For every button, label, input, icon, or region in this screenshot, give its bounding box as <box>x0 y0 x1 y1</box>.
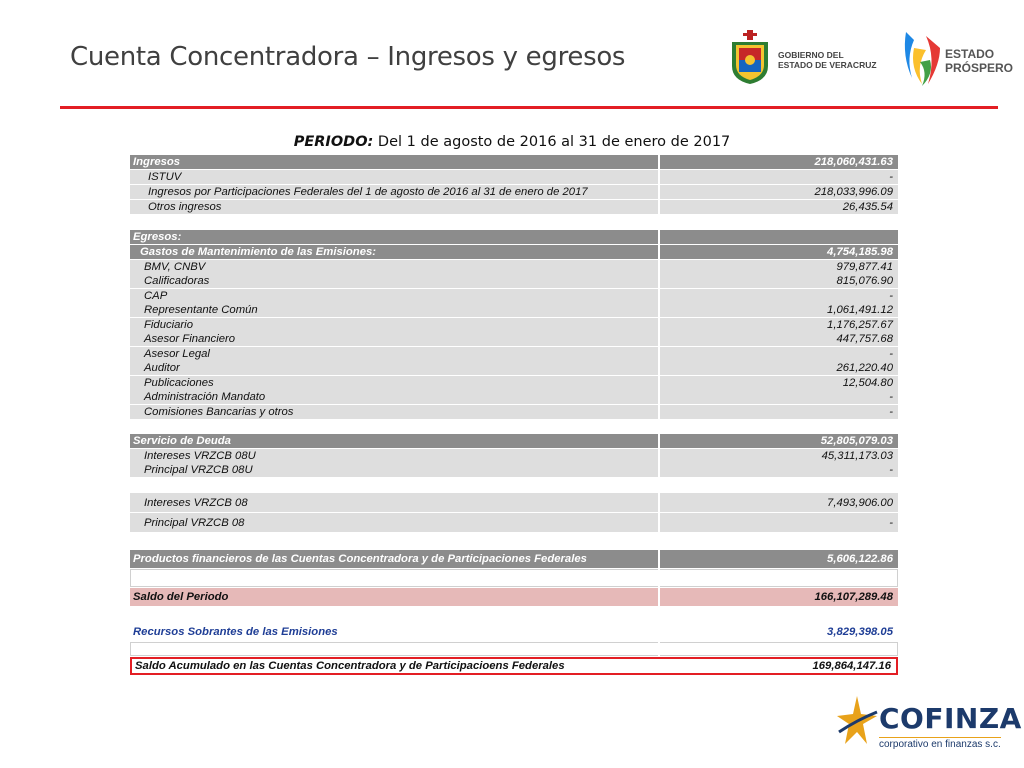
row-label: Principal VRZCB 08 <box>130 513 658 532</box>
row-value: 7,493,906.00 <box>660 493 898 512</box>
row-label: Ingresos por Participaciones Federales del 1 de agosto de 2016 al 31 de enero de 2017 <box>130 185 658 199</box>
row-value: 3,829,398.05 <box>827 626 893 638</box>
row-value: 447,757.68 <box>660 332 898 346</box>
cofinza-logo <box>835 688 1022 758</box>
table-row <box>130 463 898 477</box>
row-label: Asesor Legal <box>130 347 658 361</box>
row-value: 815,076.90 <box>660 274 898 288</box>
row-value: - <box>660 289 898 303</box>
table-row-saldo-acumulado <box>130 657 898 675</box>
row-label: Comisiones Bancarias y otros <box>130 405 658 419</box>
cofinza-name: COFINZA <box>879 702 1022 735</box>
row-value: - <box>660 347 898 361</box>
row-label: Asesor Financiero <box>130 332 658 346</box>
row-value: 218,060,431.63 <box>660 155 898 169</box>
row-value: 4,754,185.98 <box>660 245 898 259</box>
blank-row <box>130 569 898 587</box>
row-value: - <box>660 390 898 404</box>
periodo-label: PERIODO: <box>293 134 374 150</box>
row-value: - <box>660 463 898 477</box>
row-label: Recursos Sobrantes de las Emisiones <box>133 626 338 638</box>
row-label: Saldo del Periodo <box>130 588 658 606</box>
estado-line2: PRÓSPERO <box>945 61 1014 75</box>
table-row <box>130 289 898 303</box>
row-value: 12,504.80 <box>660 376 898 390</box>
row-value: 45,311,173.03 <box>660 449 898 463</box>
table-row-servicio-deuda <box>130 434 898 448</box>
row-label: Intereses VRZCB 08 <box>130 493 658 512</box>
row-value: - <box>660 170 898 184</box>
gobierno-line1: GOBIERNO DEL <box>778 50 844 60</box>
table-row <box>130 185 898 199</box>
row-label: Productos financieros de las Cuentas Concentradora y de Participaciones Federales <box>130 550 658 568</box>
table-row <box>130 513 898 532</box>
periodo-text: Del 1 de agosto de 2016 al 31 de enero de 2017 <box>373 134 731 150</box>
row-value: 52,805,079.03 <box>660 434 898 448</box>
table-row-productos-financieros <box>130 550 898 568</box>
table-row <box>130 318 898 332</box>
blank-row <box>130 642 898 656</box>
row-label: Saldo Acumulado en las Cuentas Concentradora y de Participacioens Federales <box>135 660 565 672</box>
row-label: Administración Mandato <box>130 390 658 404</box>
table-row-ingresos <box>130 155 898 169</box>
table-row <box>130 303 898 317</box>
table-row <box>130 332 898 346</box>
table-row <box>130 274 898 288</box>
row-value: 26,435.54 <box>660 200 898 214</box>
table-row-egresos <box>130 230 898 244</box>
row-value: 1,176,257.67 <box>660 318 898 332</box>
table-row-gastos <box>130 245 898 259</box>
table-row <box>130 260 898 274</box>
row-value: 261,220.40 <box>660 361 898 375</box>
row-label: Calificadoras <box>130 274 658 288</box>
table-row <box>130 170 898 184</box>
table-row <box>130 361 898 375</box>
star-swoosh-icon <box>835 692 879 752</box>
row-value: 169,864,147.16 <box>812 660 891 672</box>
row-label: Auditor <box>130 361 658 375</box>
row-label: CAP <box>130 289 658 303</box>
row-label: Fiduciario <box>130 318 658 332</box>
row-value <box>660 230 898 244</box>
blank-row <box>130 607 898 623</box>
row-label: Otros ingresos <box>130 200 658 214</box>
table-row-recursos-sobrantes <box>130 623 898 641</box>
row-label: Principal VRZCB 08U <box>130 463 658 477</box>
row-label: Servicio de Deuda <box>130 434 658 448</box>
table-row <box>130 200 898 214</box>
flame-icon <box>900 28 942 88</box>
row-label: Publicaciones <box>130 376 658 390</box>
cofinza-tagline: corporativo en finanzas s.c. <box>879 739 1001 750</box>
gobierno-veracruz-logo <box>728 28 878 88</box>
table-row <box>130 390 898 404</box>
row-value: 1,061,491.12 <box>660 303 898 317</box>
row-label: BMV, CNBV <box>130 260 658 274</box>
row-value: - <box>660 513 898 532</box>
periodo-heading <box>0 134 1024 150</box>
title-underline <box>60 106 998 109</box>
gobierno-line2: ESTADO DE VERACRUZ <box>778 60 877 70</box>
row-value: 166,107,289.48 <box>660 588 898 606</box>
row-label: Egresos: <box>130 230 658 244</box>
row-value: 5,606,122.86 <box>660 550 898 568</box>
slide-title: Cuenta Concentradora – Ingresos y egresos <box>70 42 626 72</box>
row-value: 218,033,996.09 <box>660 185 898 199</box>
estado-prospero-logo <box>900 28 1015 88</box>
table-row <box>130 376 898 390</box>
estado-line1: ESTADO <box>945 47 995 61</box>
table-row <box>130 493 898 512</box>
table-row <box>130 405 898 419</box>
row-label: Gastos de Mantenimiento de las Emisiones: <box>130 245 658 259</box>
table-row-saldo-periodo <box>130 588 898 606</box>
row-label: Intereses VRZCB 08U <box>130 449 658 463</box>
table-row <box>130 449 898 463</box>
row-label: Ingresos <box>130 155 658 169</box>
row-label: ISTUV <box>130 170 658 184</box>
row-label: Representante Común <box>130 303 658 317</box>
table-row <box>130 347 898 361</box>
row-value: 979,877.41 <box>660 260 898 274</box>
veracruz-seal-icon <box>728 30 772 84</box>
row-value: - <box>660 405 898 419</box>
